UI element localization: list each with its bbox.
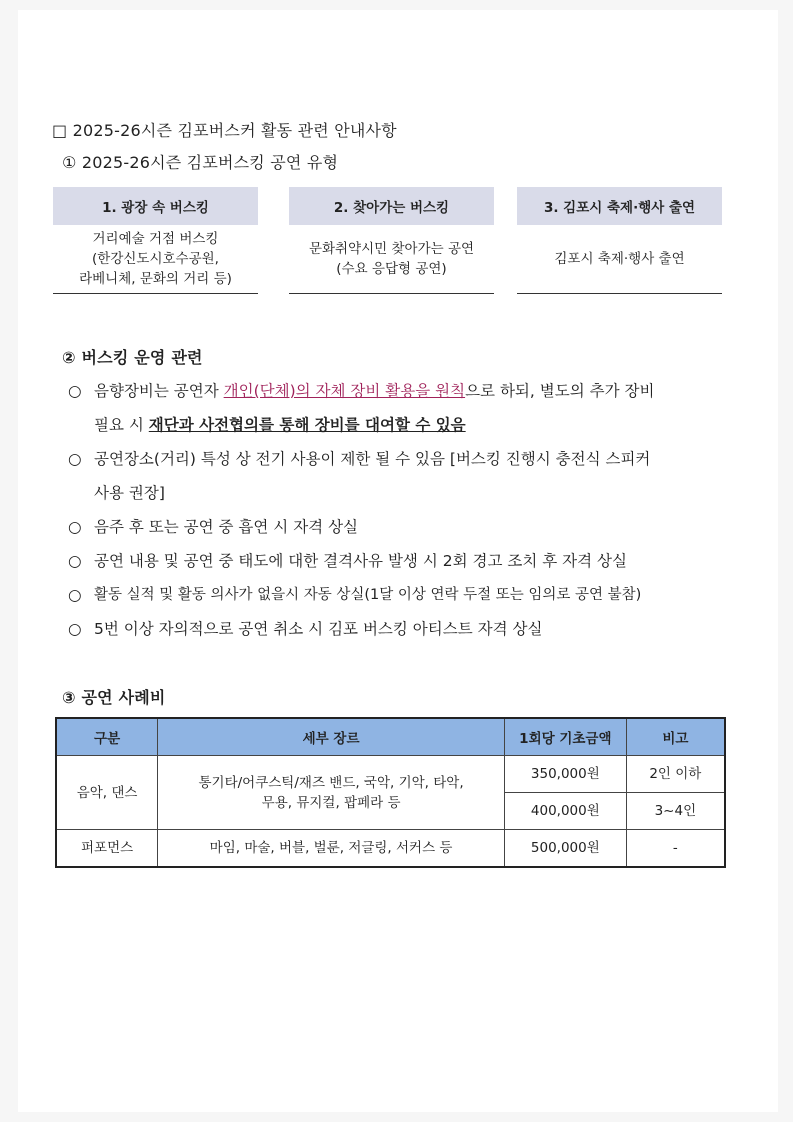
rule-item	[68, 578, 748, 612]
busking-type-1-desc: 거리예술 거점 버스킹 (한강신도시호수공원, 라베니체, 문화의 거리 등)	[53, 225, 258, 294]
bullet-circle-icon: ○	[68, 382, 82, 400]
cell-amount: 500,000원	[504, 830, 626, 868]
rule-item	[68, 374, 748, 442]
bullet-circle-icon: ○	[68, 552, 82, 570]
bullet-circle-icon: ○	[68, 450, 82, 468]
cell-note: 2인 이하	[626, 756, 725, 793]
busking-type-2-desc: 문화취약시민 찾아가는 공연 (수요 응답형 공연)	[289, 225, 494, 294]
rule-text	[94, 442, 748, 510]
rule-text-part: 음향장비는 공연자	[94, 382, 224, 400]
rule-item	[68, 442, 748, 510]
busking-type-3	[517, 187, 722, 294]
busking-type-3-desc: 김포시 축제·행사 출연	[517, 225, 722, 294]
rule-highlight-red: 개인(단체)의 자체 장비 활용을 원칙	[223, 382, 466, 400]
cell-amount: 400,000원	[504, 793, 626, 830]
col-header-note: 비고	[626, 718, 725, 756]
rule-text	[94, 374, 748, 442]
bullet-circle-icon: ○	[68, 586, 82, 604]
rule-text: 5번 이상 자의적으로 공연 취소 시 김포 버스킹 아티스트 자격 상실	[94, 620, 543, 638]
cell-category: 퍼포먼스	[56, 830, 158, 868]
busking-type-1-header: 1. 광장 속 버스킹	[53, 187, 258, 225]
fee-table	[55, 717, 726, 868]
col-header-category: 구분	[56, 718, 158, 756]
section1-title: ① 2025-26시즌 김포버스킹 공연 유형	[62, 153, 339, 172]
cell-category: 음악, 댄스	[56, 756, 158, 830]
busking-type-2	[289, 187, 494, 294]
table-header-row	[56, 718, 725, 756]
rule-item	[68, 612, 748, 646]
col-header-genre: 세부 장르	[158, 718, 505, 756]
rule-text-part: 사용 권장]	[94, 484, 165, 502]
cell-amount: 350,000원	[504, 756, 626, 793]
rule-text-part: 공연장소(거리) 특성 상 전기 사용이 제한 될 수 있음 [버스킹 진행시 충전식 스피커	[94, 450, 651, 468]
bullet-circle-icon: ○	[68, 620, 82, 638]
rule-text-part: 으로 하되, 별도의 추가 장비	[465, 382, 655, 400]
cell-note: 3~4인	[626, 793, 725, 830]
cell-note: -	[626, 830, 725, 868]
col-header-amount: 1회당 기초금액	[504, 718, 626, 756]
rule-text: 활동 실적 및 활동 의사가 없을시 자동 상실(1달 이상 연락 두절 또는 임의로 공연 불참)	[94, 587, 642, 603]
busking-type-2-header: 2. 찾아가는 버스킹	[289, 187, 494, 225]
table-row	[56, 830, 725, 868]
busking-type-1	[53, 187, 258, 294]
section2-title: ② 버스킹 운영 관련	[62, 348, 203, 367]
rule-text: 공연 내용 및 공연 중 태도에 대한 결격사유 발생 시 2회 경고 조치 후 자격 상실	[94, 552, 627, 570]
cell-genres: 통기타/어쿠스틱/재즈 밴드, 국악, 기악, 타악, 무용, 뮤지컬, 팝페라 등	[158, 756, 505, 830]
rule-item	[68, 510, 748, 544]
bullet-circle-icon: ○	[68, 518, 82, 536]
rule-text: 음주 후 또는 공연 중 흡연 시 자격 상실	[94, 518, 359, 536]
rule-item	[68, 544, 748, 578]
cell-genres: 마임, 마술, 버블, 벌룬, 저글링, 서커스 등	[158, 830, 505, 868]
busking-type-3-header: 3. 김포시 축제·행사 출연	[517, 187, 722, 225]
operation-rules-list	[68, 374, 748, 646]
section3-title: ③ 공연 사례비	[62, 688, 166, 707]
document-title: □ 2025-26시즌 김포버스커 활동 관련 안내사항	[52, 121, 397, 140]
table-row	[56, 756, 725, 793]
rule-text-part: 필요 시	[94, 416, 149, 434]
rule-highlight-bold: 재단과 사전협의를 통해 장비를 대여할 수 있음	[148, 416, 466, 434]
